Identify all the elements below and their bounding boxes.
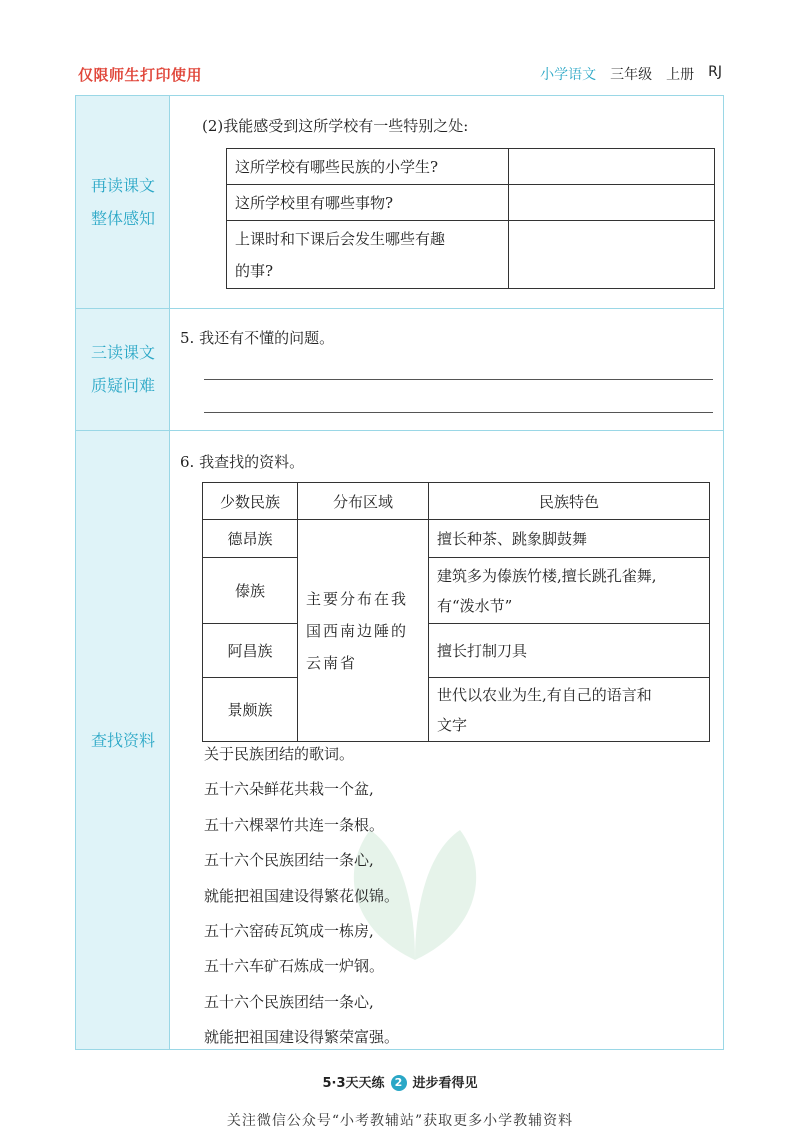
lyric-line: 五十六棵翠竹共连一条根。 [204, 815, 385, 834]
section-label-line: 质疑问难 [90, 376, 155, 395]
region-line: 主要分布在我 [306, 589, 409, 608]
col-header: 分布区域 [298, 483, 429, 520]
subject: 小学语文 [540, 67, 597, 83]
q2-answer-cell[interactable] [509, 149, 715, 185]
section-label-research: 查找资料 [90, 731, 155, 750]
region-cell [298, 520, 429, 742]
ethnic-name: 景颇族 [203, 678, 298, 742]
table-header-row [203, 483, 710, 520]
ethnic-feature [429, 624, 710, 678]
q2-answer-cell[interactable] [509, 185, 715, 221]
book-info [540, 64, 722, 84]
table-row [203, 678, 710, 742]
table-row [203, 624, 710, 678]
lyrics-intro: 关于民族团结的歌词。 [204, 745, 355, 763]
feature-line: 有“泼水节” [437, 596, 513, 615]
q2-question: 这所学校有哪些民族的小学生? [227, 149, 509, 185]
bottom-note: 关注微信公众号“小考教辅站”获取更多小学教辅资料 [226, 1113, 574, 1129]
lyric-line: 五十六朵鲜花共栽一个盆, [204, 780, 374, 799]
edition: RJ [708, 64, 722, 80]
ethnic-feature [429, 678, 710, 742]
table-row [227, 185, 715, 221]
section-label-reread [76, 169, 170, 235]
section-divider [76, 430, 723, 431]
q2-question [227, 221, 509, 289]
ethnic-feature [429, 520, 710, 558]
ethnic-name: 傣族 [203, 558, 298, 624]
table-row [227, 149, 715, 185]
col-header: 少数民族 [203, 483, 298, 520]
feature-line: 擅长打制刀具 [437, 642, 528, 660]
q6-prompt: 6. 我查找的资料。 [180, 453, 305, 471]
grade: 三年级 [610, 67, 653, 83]
q2-table [226, 148, 715, 289]
table-row [203, 520, 710, 558]
footer-brand: 5·3天天练 [322, 1076, 385, 1091]
feature-line: 建筑多为傣族竹楼,擅长跳孔雀舞, [437, 566, 657, 585]
section-label-line: 再读课文 [90, 176, 155, 195]
q2-question: 这所学校里有哪些事物? [227, 185, 509, 221]
lyric-line: 五十六个民族团结一条心, [204, 992, 374, 1011]
q2-question-line: 上课时和下课后会发生哪些有趣 [235, 229, 446, 248]
region-line: 云南省 [306, 653, 358, 672]
section-label-line: 整体感知 [90, 209, 155, 228]
ethnic-table [202, 482, 710, 742]
ethnic-feature [429, 558, 710, 624]
table-row [227, 221, 715, 289]
ethnic-name: 德昂族 [203, 520, 298, 558]
feature-line: 文字 [437, 715, 468, 734]
ethnic-name: 阿昌族 [203, 624, 298, 678]
section-label-third [76, 336, 170, 402]
lyric-line: 五十六个民族团结一条心, [204, 851, 374, 870]
lyric-line: 五十六窑砖瓦筑成一栋房, [204, 922, 374, 941]
q2-question-line: 的事? [235, 261, 274, 280]
q2-answer-cell[interactable] [509, 221, 715, 289]
answer-line[interactable] [204, 412, 713, 413]
answer-line[interactable] [204, 379, 713, 380]
section-label-line: 三读课文 [90, 343, 155, 362]
section-divider [76, 308, 723, 309]
page-footer [0, 1072, 800, 1091]
table-row [203, 558, 710, 624]
q2-prompt: (2)我能感受到这所学校有一些特别之处: [202, 117, 469, 135]
q5-prompt: 5. 我还有不懂的问题。 [180, 329, 335, 347]
feature-line: 世代以农业为生,有自己的语言和 [437, 685, 652, 704]
volume: 上册 [666, 67, 695, 83]
lyrics-block [204, 737, 399, 1056]
page-number-badge: 2 [391, 1075, 407, 1091]
lyric-line: 就能把祖国建设得繁花似锦。 [204, 886, 400, 905]
print-restriction-label: 仅限师生打印使用 [78, 66, 203, 84]
lyric-line: 就能把祖国建设得繁荣富强。 [204, 1028, 400, 1047]
lyric-line: 五十六车矿石炼成一炉钢。 [204, 957, 385, 976]
col-header: 民族特色 [429, 483, 710, 520]
feature-line: 擅长种茶、跳象脚鼓舞 [437, 530, 588, 548]
section-label-column [76, 96, 170, 1049]
footer-slogan: 进步看得见 [412, 1076, 478, 1091]
region-line: 国西南边陲的 [306, 621, 409, 640]
